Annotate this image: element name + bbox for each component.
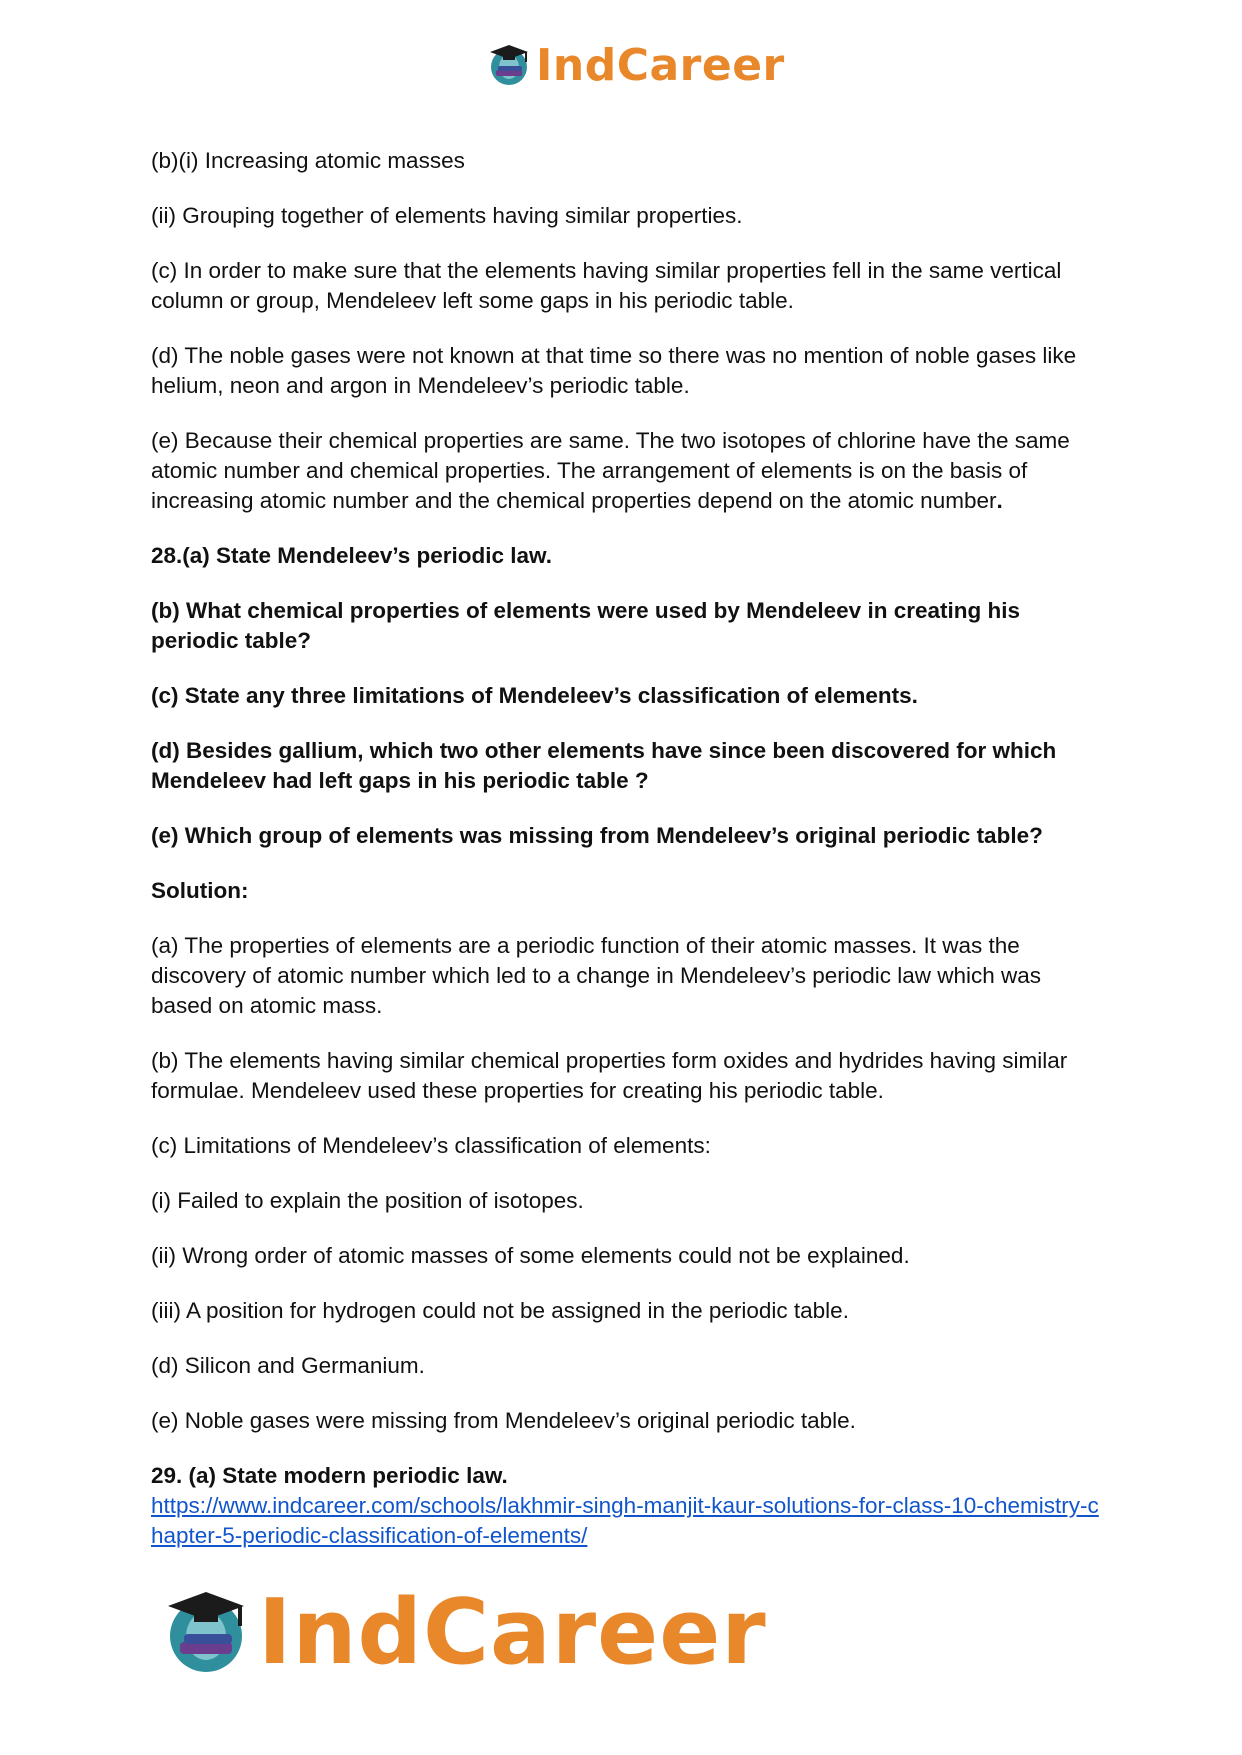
document-body (151, 146, 1101, 1551)
question-28a: 28.(a) State Mendeleev’s periodic law. (151, 543, 552, 568)
question-28e: (e) Which group of elements was missing from Mendeleev’s original periodic table? (151, 823, 1043, 848)
solution-label: Solution: (151, 878, 249, 903)
answer-e-period: . (996, 488, 1003, 513)
solution-28b: (b) The elements having similar chemical properties form oxides and hydrides having similar formulae. Mendeleev used these properties for creating his periodic table. (151, 1048, 1068, 1103)
answer-b-ii: (ii) Grouping together of elements having similar properties. (151, 203, 743, 228)
solution-28a: (a) The properties of elements are a periodic function of their atomic masses. It was the discovery of atomic number which led to a change in Mendeleev’s periodic law which was based on atomic mass. (151, 933, 1042, 1018)
question-28d: (d) Besides gallium, which two other elements have since been discovered for which Mendeleev had left gaps in his periodic table ? (151, 738, 1057, 793)
solution-28c: (c) Limitations of Mendeleev’s classification of elements: (151, 1133, 711, 1158)
answer-c: (c) In order to make sure that the elements having similar properties fell in the same vertical column or group, Mendeleev left some gaps in his periodic table. (151, 258, 1062, 313)
answer-b-i: (b)(i) Increasing atomic masses (151, 148, 465, 173)
question-28c: (c) State any three limitations of Mendeleev’s classification of elements. (151, 683, 918, 708)
answer-d: (d) The noble gases were not known at that time so there was no mention of noble gases like helium, neon and argon in Mendeleev’s periodic table. (151, 343, 1077, 398)
graduation-cap-book-icon (160, 1586, 252, 1678)
source-link[interactable]: https://www.indcareer.com/schools/lakhmir-singh-manjit-kaur-solutions-for-class-10-chemistry-chapter-5-periodic-classification-of-elements/ (151, 1493, 1099, 1548)
solution-28c-iii: (iii) A position for hydrogen could not be assigned in the periodic table. (151, 1298, 849, 1323)
logo-text: IndCareer (536, 39, 785, 91)
solution-28e: (e) Noble gases were missing from Mendeleev’s original periodic table. (151, 1408, 856, 1433)
question-28b: (b) What chemical properties of elements were used by Mendeleev in creating his periodic table? (151, 598, 1020, 653)
solution-28c-ii: (ii) Wrong order of atomic masses of some elements could not be explained. (151, 1243, 910, 1268)
footer-logo (160, 1579, 767, 1685)
answer-e-text: (e) Because their chemical properties are same. The two isotopes of chlorine have the same atomic number and chemical properties. The arrangement of elements is on the basis of increasing atomic number and the chemical properties depend on the atomic number (151, 428, 1070, 513)
solution-28d: (d) Silicon and Germanium. (151, 1353, 425, 1378)
question-29a: 29. (a) State modern periodic law. (151, 1463, 508, 1488)
graduation-cap-book-icon (486, 42, 532, 88)
solution-28c-i: (i) Failed to explain the position of isotopes. (151, 1188, 584, 1213)
logo-text: IndCareer (258, 1579, 767, 1685)
header-logo (486, 40, 785, 90)
answer-e (151, 426, 1101, 516)
